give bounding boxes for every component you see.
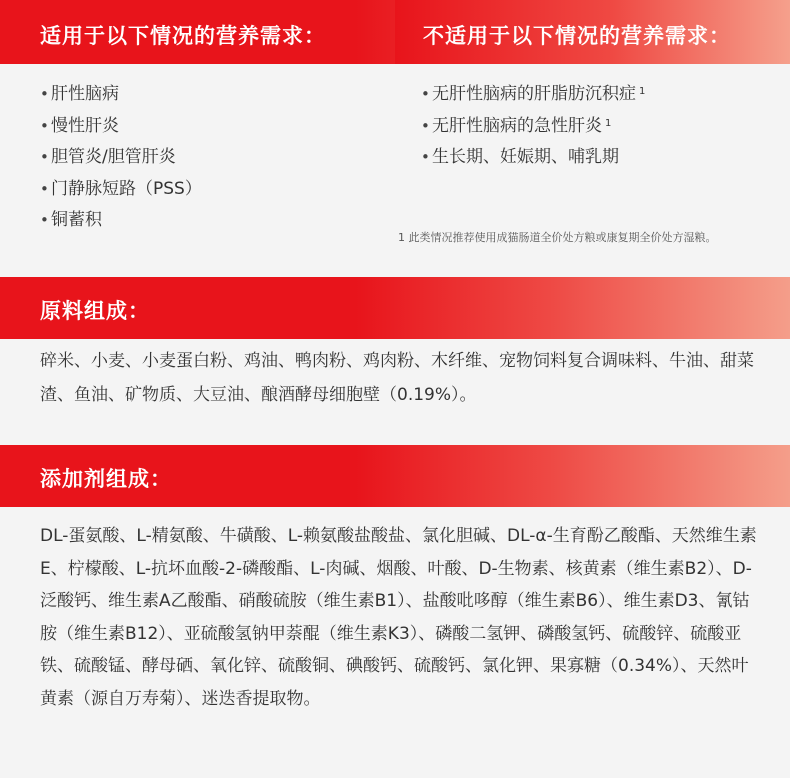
additives-title: 添加剂组成： <box>40 467 172 491</box>
additives-header-band <box>0 445 790 507</box>
list-item: • 生长期、妊娠期、哺乳期 <box>421 142 645 174</box>
list-item: • 胆管炎/胆管肝炎 <box>40 142 202 174</box>
ingredients-title: 原料组成： <box>40 299 150 323</box>
list-item: • 无肝性脑病的肝脂肪沉积症 $^1$ <box>421 79 645 111</box>
footnote-marker: 1 <box>605 117 612 129</box>
list-item: • 慢性肝炎 <box>40 111 202 143</box>
ingredients-text: 碎米、小麦、小麦蛋白粉、鸡油、鸭肉粉、鸡肉粉、木纤维、宠物饲料复合调味料、牛油、甜菜渣、鱼油、矿物质、大豆油、酿酒酵母细胞壁（0.19%）。 <box>40 351 754 405</box>
list-item: • 门静脉短路（PSS） <box>40 174 202 206</box>
suitable-title: 适用于以下情况的营养需求： <box>40 24 326 48</box>
list-item: • 肝性脑病 <box>40 79 202 111</box>
suitable-list <box>40 79 202 237</box>
list-item: • 铜蓄积 <box>40 205 202 237</box>
footnote: 1 此类情况推荐使用成猫肠道全价处方粮或康复期全价处方湿粮。 <box>398 231 717 244</box>
needs-header-band <box>0 0 790 64</box>
footnote-marker: 1 <box>639 86 646 97</box>
unsuitable-list <box>421 79 645 174</box>
ingredients-header-band <box>0 277 790 339</box>
list-item: • 无肝性脑病的急性肝炎 $^1$ <box>421 111 645 143</box>
unsuitable-title: 不适用于以下情况的营养需求： <box>423 24 731 48</box>
additives-text: DL-蛋氨酸、L-精氨酸、牛磺酸、L-赖氨酸盐酸盐、氯化胆碱、DL-α-生育酚乙酸酯、天然维生素E、柠檬酸、L-抗坏血酸-2-磷酸酯、L-肉碱、烟酸、叶酸、D-生物素、核黄素（维生素B2）、D-泛酸钙、维生素A乙酸酯、硝酸硫胺（维生素B1）、盐酸吡哆醇（维生素B6）、维生素D3、氰钴胺（维生素B12）、亚硫酸氢钠甲萘醌（维生素K3）、磷酸二氢钾、磷酸氢钙、硫酸锌、硫酸亚铁、硫酸锰、酵母硒、氧化锌、硫酸铜、碘酸钙、硫酸钙、氯化钾、果寡糖（0.34%）、天然叶黄素（源自万寿菊）、迷迭香提取物。 <box>40 526 757 709</box>
